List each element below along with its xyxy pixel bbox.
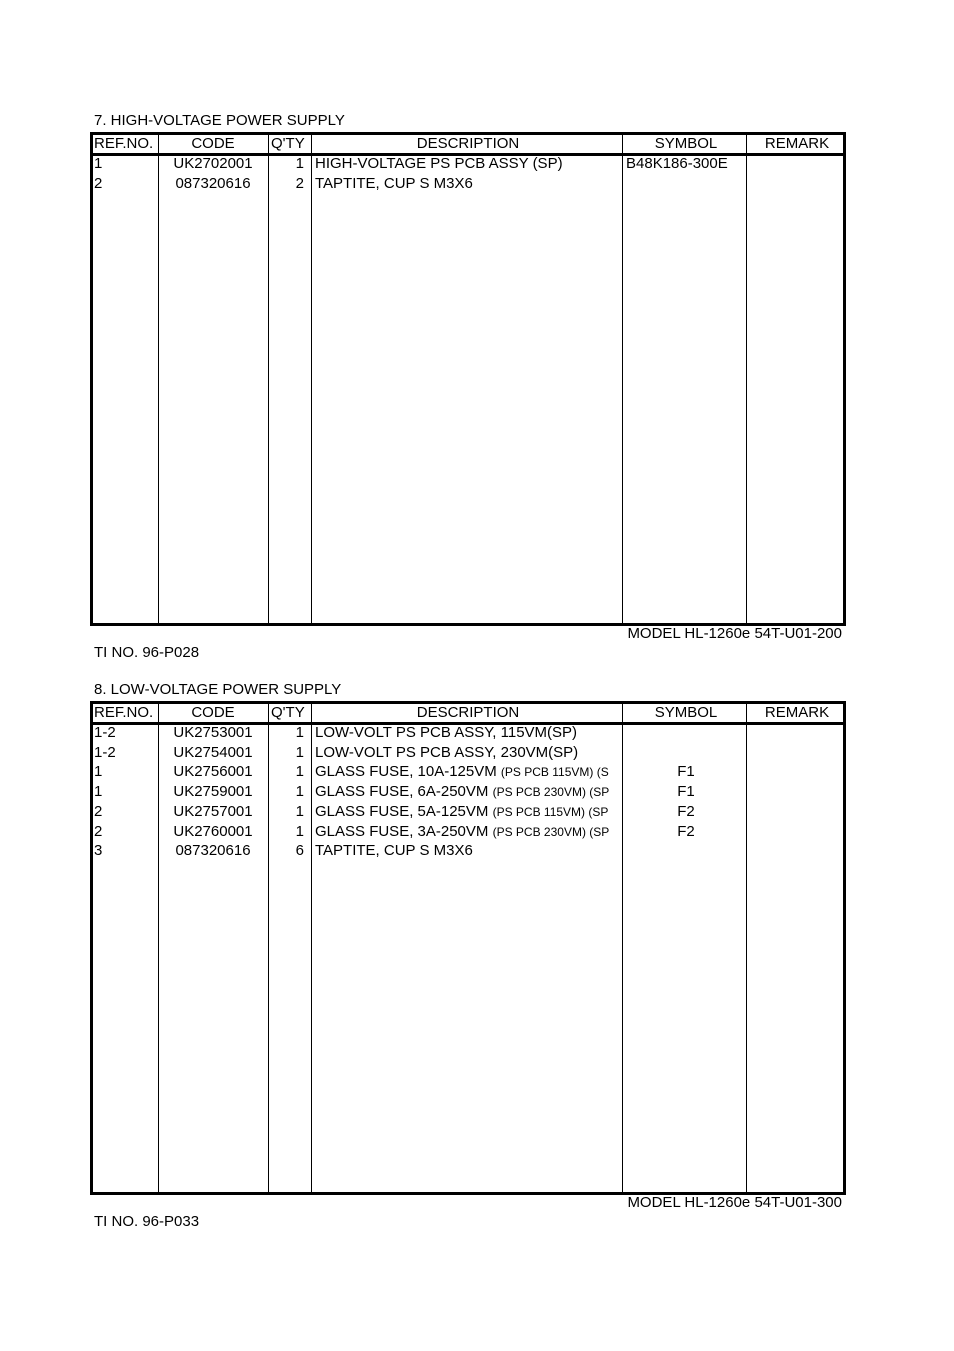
description-note: (PS PCB 115VM) (S [500,765,609,780]
cell-description [313,155,623,173]
cell-ref: 1-2 [94,743,116,761]
cell-symbol: F1 [677,783,695,801]
description-note: (PS PCB 230VM) (SP [492,785,610,800]
parts-table-high-voltage [90,132,846,626]
cell-qty: 1 [295,763,304,781]
column-divider [746,135,747,623]
model-number: MODEL HL-1260e 54T-U01-200 [627,625,842,642]
cell-description [313,783,623,801]
cell-description [313,744,623,762]
column-divider [268,135,269,623]
cell-code: 087320616 [175,842,251,860]
column-divider [311,704,312,1192]
description-note: (PS PCB 230VM) (SP [492,824,610,839]
header-ref: REF.NO. [94,704,154,721]
cell-symbol: F2 [677,802,695,820]
header-ref: REF.NO. [94,135,154,152]
column-divider [311,135,312,623]
cell-qty: 1 [295,783,304,801]
description-note: (PS PCB 115VM) (SP [492,804,609,819]
cell-code: UK2754001 [173,743,253,761]
description-text: LOW-VOLT PS PCB ASSY, 115VM(SP) [315,724,578,741]
header-symbol: SYMBOL [654,135,718,152]
ti-number: TI NO. 96-P028 [94,644,200,661]
column-divider [622,135,623,623]
header-remark: REMARK [764,135,830,152]
description-text: TAPTITE, CUP S M3X6 [315,842,473,860]
cell-ref: 3 [94,842,103,860]
cell-code: UK2702001 [173,155,253,172]
cell-code: UK2757001 [173,802,253,820]
section-title: 7. HIGH-VOLTAGE POWER SUPPLY [94,112,345,129]
header-description: DESCRIPTION [416,704,520,721]
description-text: TAPTITE, CUP S M3X6 [315,174,473,192]
cell-description [313,842,623,860]
cell-ref: 2 [94,174,103,192]
cell-qty: 1 [295,822,304,840]
cell-description [313,823,623,841]
description-text: LOW-VOLT PS PCB ASSY, 230VM(SP) [315,743,579,761]
cell-description [313,803,623,821]
description-text: GLASS FUSE, 6A-250VM [315,783,489,801]
header-remark: REMARK [764,704,830,721]
cell-ref: 1-2 [94,724,116,741]
cell-qty: 1 [295,155,304,172]
header-code: CODE [191,704,235,721]
description-text: HIGH-VOLTAGE PS PCB ASSY (SP) [315,155,563,172]
cell-code: UK2760001 [173,822,253,840]
header-qty: Q'TY [271,704,305,721]
table-header [93,135,843,156]
cell-description [313,724,623,742]
cell-ref: 1 [94,155,103,172]
cell-ref: 2 [94,822,103,840]
ti-number: TI NO. 96-P033 [94,1213,200,1230]
cell-code: UK2759001 [173,783,253,801]
cell-ref: 1 [94,783,103,801]
column-divider [158,135,159,623]
cell-qty: 2 [295,174,304,192]
cell-ref: 2 [94,802,103,820]
cell-code: 087320616 [175,174,251,192]
parts-table-low-voltage [90,701,846,1195]
header-description: DESCRIPTION [416,135,520,152]
cell-symbol: F2 [677,822,695,840]
cell-qty: 1 [295,724,304,741]
header-code: CODE [191,135,235,152]
cell-code: UK2753001 [173,724,253,741]
header-qty: Q'TY [271,135,305,152]
description-text: GLASS FUSE, 3A-250VM [315,822,489,840]
table-header [93,704,843,725]
cell-qty: 1 [295,743,304,761]
cell-code: UK2756001 [173,763,253,781]
model-number: MODEL HL-1260e 54T-U01-300 [627,1194,842,1211]
cell-symbol: F1 [677,763,695,781]
section-title: 8. LOW-VOLTAGE POWER SUPPLY [94,681,342,698]
cell-description [313,175,623,193]
description-text: GLASS FUSE, 5A-125VM [315,802,489,820]
cell-qty: 1 [295,802,304,820]
cell-ref: 1 [94,763,103,781]
header-symbol: SYMBOL [654,704,718,721]
cell-qty: 6 [295,842,304,860]
description-text: GLASS FUSE, 10A-125VM [315,763,497,781]
cell-description [313,763,623,781]
cell-symbol: B48K186-300E [626,155,728,172]
